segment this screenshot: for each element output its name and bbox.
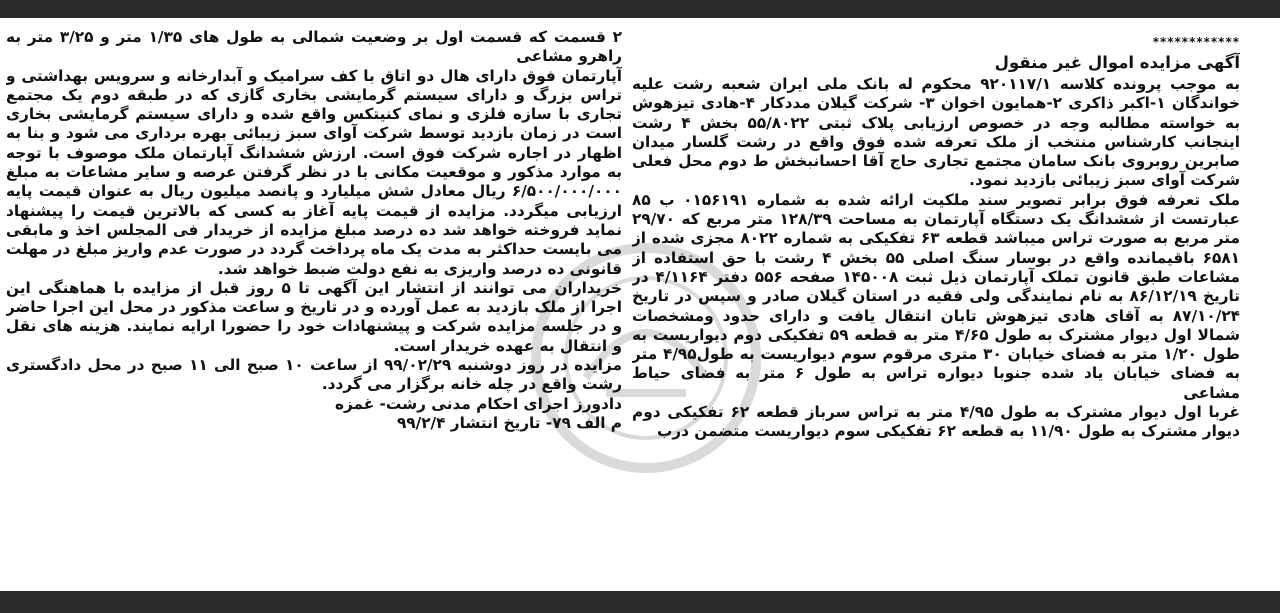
notice-title: آگهی مزایده اموال غیر منقول: [994, 53, 1240, 72]
paragraph: آپارتمان فوق دارای هال دو اتاق با کف سرامیک و آبدارخانه و سرویس بهداشتی و تراس بزرگ و دارای سیستم گرمایشی بخاری گازی که در طبقه دوم یک مجتمع تجاری با سازه فلزی و نمای کنیتکس واقع شده و دارای سیستم گرمایشی بخاری است در زمان بازدید توسط شرکت آوای سبز زیبائی بهره برداری می شود و بنا به اظهار در اجاره شرکت فوق است. ارزش ششدانگ آپارتمان ملک موصوف با توجه به موارد مذکور و موقعیت مکانی با در نظر گرفتن عرصه و سایر مشاعات به مبلغ ۶/۵۰۰/۰۰۰/۰۰۰ ریال معادل شش میلیارد و پانصد میلیون ریال به عنوان قیمت پایه ارزیابی میگردد. مزایده از قیمت پایه آغاز به کسی که بالاترین قیمت را پیشنهاد نماید فروخته خواهد شد ده درصد مبلغ مزایده از خریدار فی المجلس اخذ و مابقی می بایست حداکثر به مدت یک ماه پرداخت گردد در صورت عدم واریز مبلغ در مهلت قانونی ده درصد واریزی به نفع دولت ضبط خواهد شد.: [6, 66, 622, 278]
stars-divider: ************: [1152, 35, 1240, 49]
paragraph: ملک تعرفه فوق برابر تصویر سند ملکیت ارائه شده به شماره ۰۱۵۶۱۹۱ ب ۸۵ عبارتست از ششدانگ یک دستگاه آپارتمان به مساحت ۱۲۸/۳۹ متر مربع که ۲۹/۷۰ متر مربع به صورت تراس میباشد قطعه ۶۳ تفکیکی به شماره ۸۰۲۲ مجزی شده از ۶۵۸۱ باقیمانده واقع در بوسار سنگ اصلی ۵۵ بخش ۴ رشت با حق استفاده از مشاعات طبق قانون تملک آپارتمان ذیل ثبت ۱۴۵۰۰۸ صفحه ۵۵۶ دفتر ۴/۱۱۶۴ در تاریخ ۸۶/۱۲/۱۹ به نام نمایندگی ولی فقیه در استان گیلان صادر و سپس در تاریخ ۸۷/۱۰/۲۴ به آقای هادی تیزهوش تابان انتقال یافت و دارای حدود ومشخصات شمالا اول دیوار مشترک به طول ۴/۶۵ متر به قطعه ۵۹ تفکیکی دوم دیواریست به طول ۱/۲۰ متر به فضای خیابان ۳۰ متری مرقوم سوم دیواریست به طول۴/۹۵ متر به فضای خیابان یاد شده جنوبا دیواره تراس به طول ۶ متر به فضای حیاط مشاعی: [632, 190, 1240, 402]
paragraph: ۲ قسمت که قسمت اول بر وضعیت شمالی به طول های ۱/۳۵ متر و ۳/۲۵ متر به راهرو مشاعی: [6, 28, 622, 66]
bottom-border: [0, 591, 1280, 613]
right-column: [632, 28, 1240, 586]
top-border: [0, 0, 1280, 18]
paragraph: به موجب پرونده کلاسه ۹۲۰۱۱۷/۱ محکوم له بانک ملی ایران شعبه رشت علیه خواندگان ۱-اکبر ذاکری ۲-همایون اخوان ۳- شرکت گیلان مددکار ۴-هادی تیزهوش به خواسته مطالبه وجه در خصوص ارزیابی پلاک ثبتی ۵۵/۸۰۲۲ بخش ۴ رشت اینجانب کارشناس منتخب از ملک تعرفه شده فوق واقع در رشت گلسار میدان صابرین روبروی بانک سامان مجتمع تجاری حاج آقا احسانبخش ط دوم محل فعلی شرکت آوای سبز زیبائی بازدید نمود.: [632, 75, 1240, 190]
publication-line: م الف ۷۹- تاریخ انتشار ۹۹/۲/۴: [396, 413, 622, 432]
paragraph: غربا اول دیوار مشترک به طول ۴/۹۵ متر به تراس سرباز قطعه ۶۲ تفکیکی دوم دیوار مشترک به طول ۱۱/۹۰ به قطعه ۶۲ تفکیکی سوم دیواریست متضمن درب: [632, 403, 1240, 441]
signature-line: دادورز اجرای احکام مدنی رشت- غمزه: [334, 394, 622, 413]
auction-notice: [6, 28, 1268, 586]
paragraph: خریداران می توانند از انتشار این آگهی تا ۵ روز قبل از مزایده با هماهنگی این اجرا از ملک بازدید به عمل آورده و در تاریخ و ساعت مذکور در محل این اجرا حاضر و در جلسه مزایده شرکت و پیشنهادات خود را حضورا ارایه نمایند. هزینه های نقل و انتقال به عهده خریدار است.: [6, 278, 622, 355]
paragraph: مزایده در روز دوشنبه ۹۹/۰۲/۲۹ از ساعت ۱۰ صبح الی ۱۱ صبح در محل دادگستری رشت واقع در چله خانه برگزار می گردد.: [6, 356, 622, 394]
left-column: [6, 28, 622, 586]
